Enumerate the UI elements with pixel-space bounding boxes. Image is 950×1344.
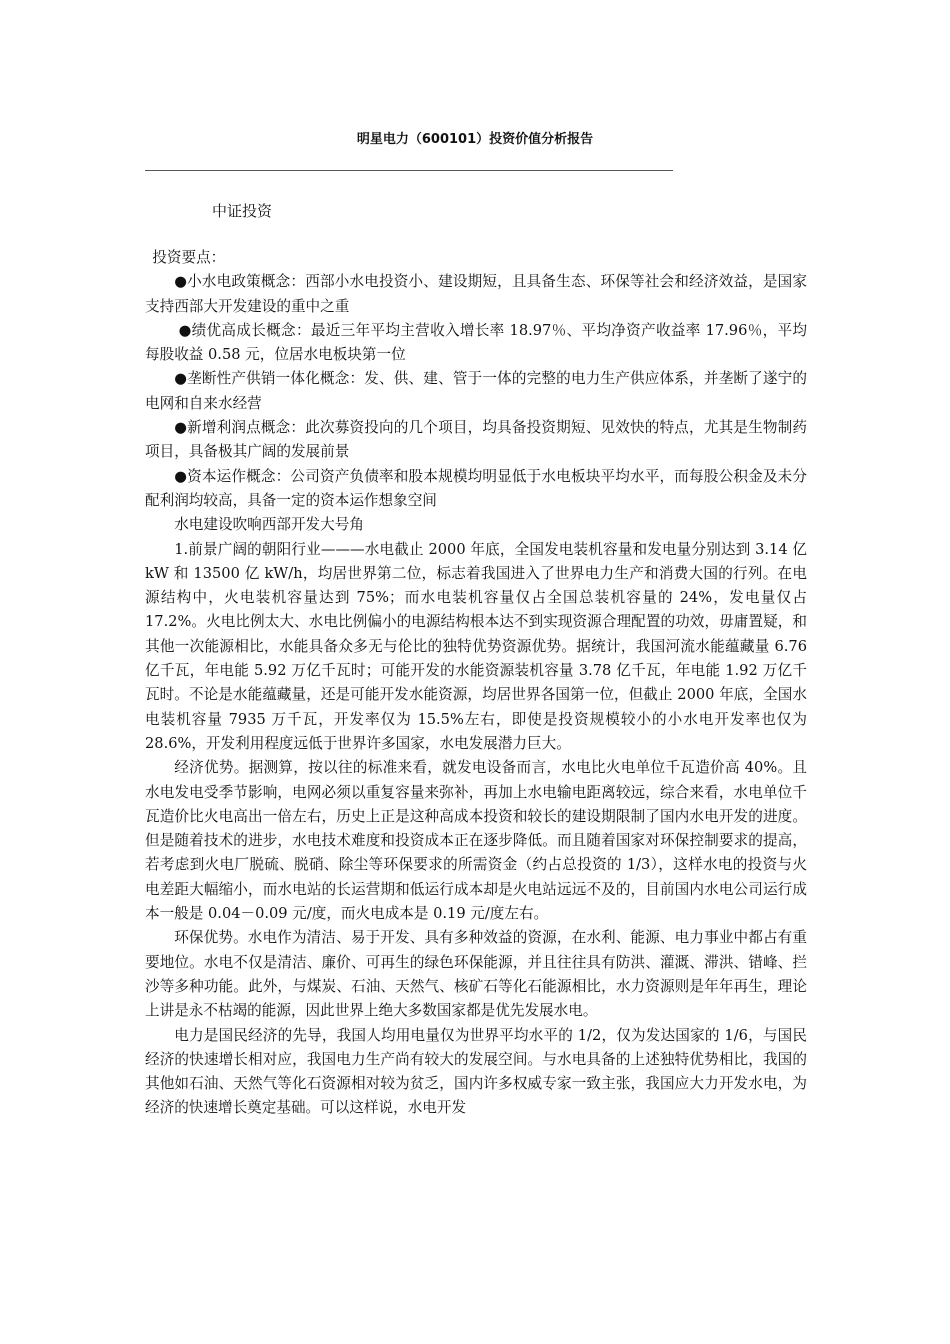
document-title: 明星电力（600101）投资价值分析报告 xyxy=(356,132,594,147)
report-body xyxy=(145,246,807,1121)
key-point: ●小水电政策概念：西部小水电投资小、建设期短，且具备生态、环保等社会和经济效益，是国家支持西部大开发建设的重中之重 xyxy=(145,273,807,315)
key-point: ●资本运作概念：公司资产负债率和股本规模均明显低于水电板块平均水平，而每股公积金及未分配利润均较高，具备一定的资本运作想象空间 xyxy=(145,467,807,509)
author-byline: 中证投资 xyxy=(212,202,273,220)
body-paragraph: 1.前景广阔的朝阳行业———水电截止 2000 年底，全国发电装机容量和发电量分别达到 3.14 亿 kW 和 13500 亿 kW/h，均居世界第二位，标志着我国进入了世界电力生产和消费大国的行列。在电源结构中，火电装机容量达到 75%；而水电装机容量仅占全国总装机容量的 24%，发电量仅占 17.2%。火电比例太大、水电比例偏小的电源结构根本达不到实现资源合理配置的功效，毋庸置疑，和其他一次能源相比，水能具备众多无与伦比的独特优势资源优势。据统计，我国河流水能蕴藏量 6.76 亿千瓦，年电能 5.92 万亿千瓦时；可能开发的水能资源装机容量 3.78 亿千瓦，年电能 1.92 万亿千瓦时。不论是水能蕴藏量，还是可能开发水能资源，均居世界各国第一位，但截止 2000 年底，全国水电装机容量 7935 万千瓦，开发率仅为 15.5%左右，即使是投资规模较小的小水电开发率也仅为 28.6%，开发利用程度远低于世界许多国家，水电发展潜力巨大。 xyxy=(145,540,807,752)
key-point: ●绩优高成长概念：最近三年平均主营收入增长率 18.97％、平均净资产收益率 17.96％，平均每股收益 0.58 元，位居水电板块第一位 xyxy=(145,321,807,364)
key-point: ●新增利润点概念：此次募资投向的几个项目，均具备投资期短、见效快的特点，尤其是生物制药项目，具备极其广阔的发展前景 xyxy=(145,419,807,461)
title-divider xyxy=(145,170,673,171)
body-paragraph: 电力是国民经济的先导，我国人均用电量仅为世界平均水平的 1/2，仅为发达国家的 1/6，与国民经济的快速增长相对应，我国电力生产尚有较大的发展空间。与水电具备的上述独特优势相比，我国的其他如石油、天然气等化石资源相对较为贫乏，国内许多权威专家一致主张，我国应大力开发水电，为经济的快速增长奠定基础。可以这样说，水电开发 xyxy=(145,1026,807,1117)
points-heading: 投资要点： xyxy=(152,249,226,266)
key-point: ●垄断性产供销一体化概念：发、供、建、管于一体的完整的电力生产供应体系，并垄断了遂宁的电网和自来水经营 xyxy=(145,370,807,412)
body-paragraph: 经济优势。据测算，按以往的标准来看，就发电设备而言，水电比火电单位千瓦造价高 40%。且水电发电受季节影响，电网必须以重复容量来弥补，再加上水电输电距离较远，综合来看，水电单位千瓦造价比火电高出一倍左右，历史上正是这种高成本投资和较长的建设期限制了国内水电开发的进度。但是随着技术的进步，水电技术难度和投资成本正在逐步降低。而且随着国家对环保控制要求的提高，若考虑到火电厂脱硫、脱硝、除尘等环保要求的所需资金（约占总投资的 1/3），这样水电的投资与火电差距大幅缩小，而水电站的长运营期和低运行成本却是火电站远远不及的，目前国内水电公司运行成本一般是 0.04－0.09 元/度，而火电成本是 0.19 元/度左右。 xyxy=(145,759,807,923)
section-heading: 水电建设吹响西部开发大号角 xyxy=(174,516,364,534)
body-paragraph: 环保优势。水电作为清洁、易于开发、具有多种效益的资源，在水利、能源、电力事业中都占有重要地位。水电不仅是清洁、廉价、可再生的绿色环保能源，并且往往具有防洪、灌溉、滞洪、错峰、拦沙等多种功能。此外，与煤炭、石油、天然气、核矿石等化石能源相比，水力资源则是年年再生，理论上讲是永不枯竭的能源，因此世界上绝大多数国家都是优先发展水电。 xyxy=(145,929,807,1020)
